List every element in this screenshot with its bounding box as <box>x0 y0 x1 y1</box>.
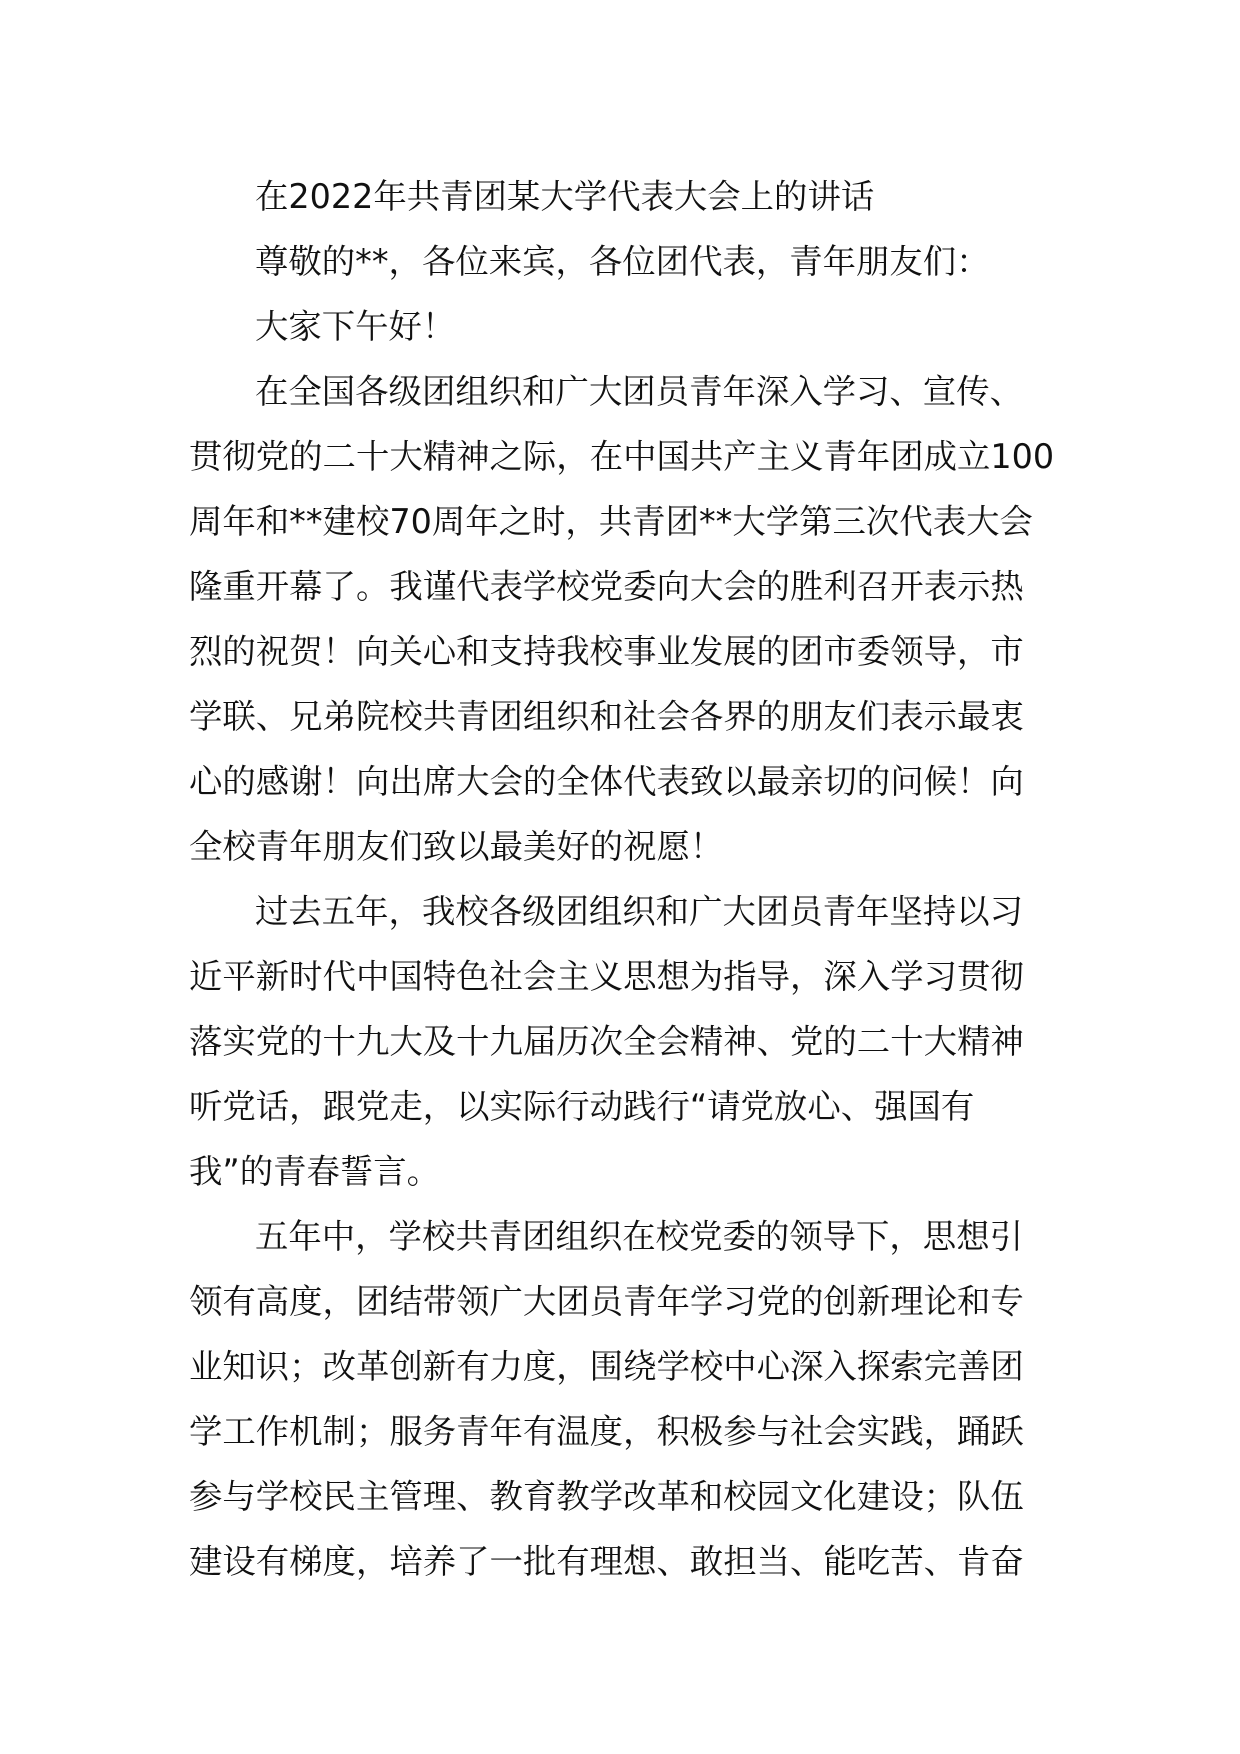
paragraph-line: 在全国各级团组织和广大团员青年深入学习、宣传、 <box>255 372 1023 411</box>
salutation <box>189 294 1057 359</box>
paragraph-line: 近平新时代中国特色社会主义思想为指导，深入学习贯彻 <box>189 957 1024 996</box>
paragraph-line: 落实党的十九大及十九届历次全会精神、党的二十大精神 <box>189 1022 1024 1061</box>
paragraph-line: 全校青年朋友们致以最美好的祝愿！ <box>189 827 724 866</box>
title-line: 在2022年共青团某大学代表大会上的讲话 <box>255 177 875 216</box>
paragraph-line: 过去五年，我校各级团组织和广大团员青年坚持以习 <box>255 892 1023 931</box>
paragraph-line: 隆重开幕了。我谨代表学校党委向大会的胜利召开表示热 <box>189 567 1024 606</box>
paragraph-line: 建设有梯度，培养了一批有理想、敢担当、能吃苦、肯奋 <box>189 1542 1024 1581</box>
paragraph-line: 五年中，学校共青团组织在校党委的领导下，思想引 <box>255 1217 1023 1256</box>
paragraph-line: 听党话，跟党走，以实际行动践行“请党放心、强国有 <box>189 1087 975 1126</box>
paragraph-line: 领有高度，团结带领广大团员青年学习党的创新理论和专 <box>189 1282 1024 1321</box>
document-title <box>189 164 1057 229</box>
paragraph-line: 学工作机制；服务青年有温度，积极参与社会实践，踊跃 <box>189 1412 1024 1451</box>
salutation-line: 大家下午好！ <box>255 307 456 346</box>
paragraph-3 <box>189 1204 1057 1594</box>
greeting <box>189 229 1057 294</box>
paragraph-line: 烈的祝贺！向关心和支持我校事业发展的团市委领导，市 <box>189 632 1024 671</box>
paragraph-line: 周年和**建校70周年之时，共青团**大学第三次代表大会 <box>189 502 1033 541</box>
document-body <box>189 164 1057 1594</box>
paragraph-line: 我”的青春誓言。 <box>189 1152 441 1191</box>
paragraph-1 <box>189 359 1057 879</box>
paragraph-2 <box>189 879 1057 1204</box>
paragraph-line: 心的感谢！向出席大会的全体代表致以最亲切的问候！向 <box>189 762 1024 801</box>
paragraph-line: 参与学校民主管理、教育教学改革和校园文化建设；队伍 <box>189 1477 1024 1516</box>
paragraph-line: 业知识；改革创新有力度，围绕学校中心深入探索完善团 <box>189 1347 1024 1386</box>
greeting-line: 尊敬的**，各位来宾，各位团代表，青年朋友们： <box>255 242 990 281</box>
paragraph-line: 贯彻党的二十大精神之际，在中国共产主义青年团成立100 <box>189 437 1055 476</box>
paragraph-line: 学联、兄弟院校共青团组织和社会各界的朋友们表示最衷 <box>189 697 1024 736</box>
